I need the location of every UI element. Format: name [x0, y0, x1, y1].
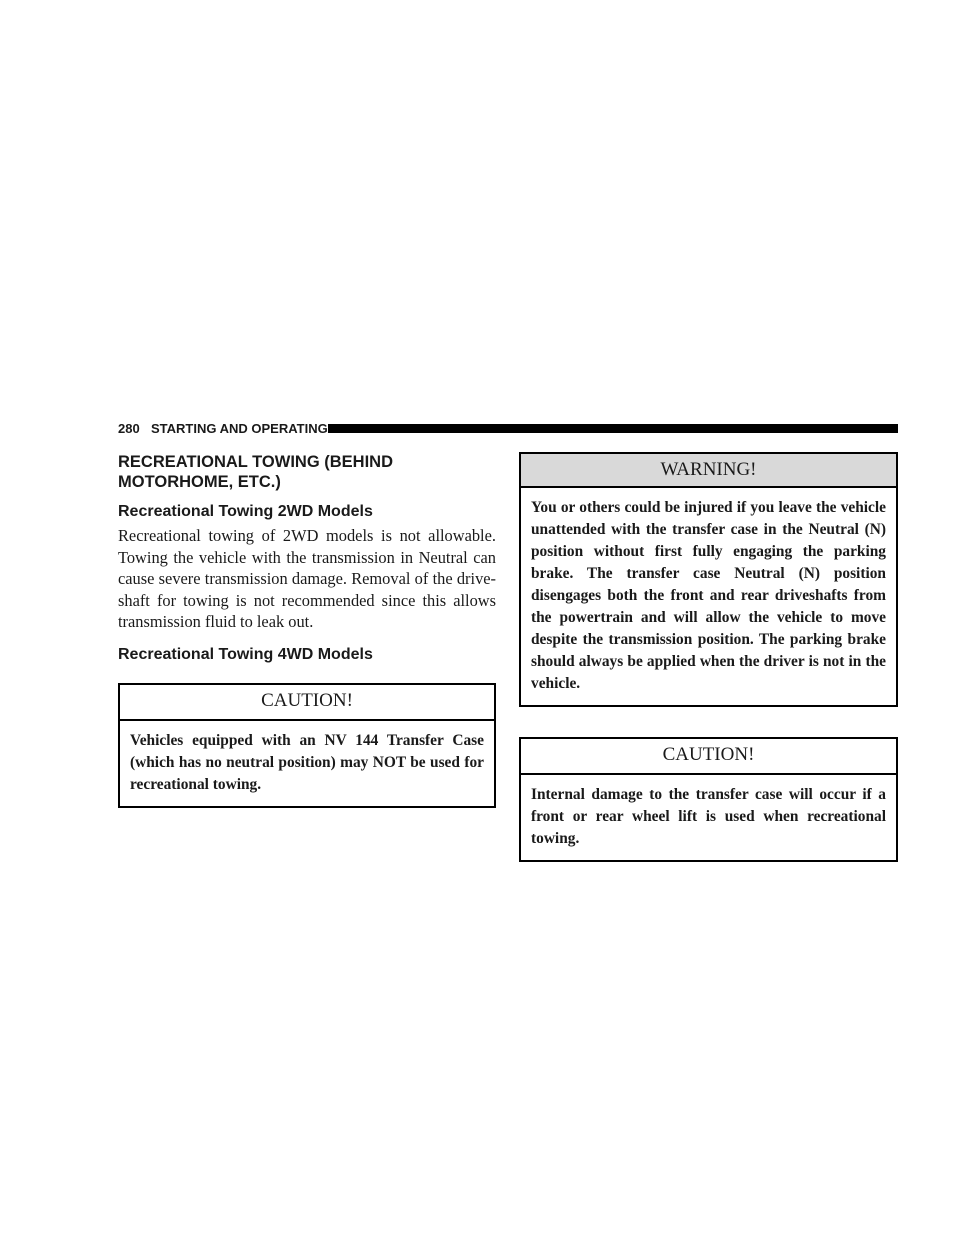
warning-title: WARNING! [521, 454, 896, 488]
section-title: STARTING AND OPERATING [151, 421, 328, 436]
warning-box [519, 452, 898, 707]
warning-body: You or others could be injured if you leave the vehicle unattended with the transfer case in the Neutral (N) position without first fully engaging the parking brake. The transfer case Neutral (N) position disengages both the front and rear driveshafts from the powertrain and will allow the vehicle to move despite the transmission position. The parking brake should always be applied when the driver is not in the vehicle. [531, 499, 886, 692]
main-heading: RECREATIONAL TOWING (BEHIND MOTORHOME, ETC.) [118, 453, 393, 491]
header-rule [328, 424, 898, 433]
caution-box-4wd [118, 683, 496, 808]
paragraph-2wd: Recreational towing of 2WD models is not allowable. Towing the vehicle with the transmission in Neutral can cause severe transmission damage. Removal of the drive-shaft for towing is not recommended since this allows transmission fluid to leak out. [118, 526, 496, 632]
right-column [519, 452, 898, 862]
caution-box-transfer-case [519, 737, 898, 862]
caution-body: Internal damage to the transfer case will occur if a front or rear wheel lift is used when recreational towing. [531, 786, 886, 847]
page-number: 280 [118, 421, 140, 436]
caution-title: CAUTION! [521, 739, 896, 775]
caution-title: CAUTION! [120, 685, 494, 721]
caution-body: Vehicles equipped with an NV 144 Transfer Case (which has no neutral position) may NOT be used for recreational towing. [130, 731, 484, 793]
left-column [118, 452, 496, 808]
sub-heading-4wd: Recreational Towing 4WD Models [118, 645, 373, 663]
page-header [118, 420, 898, 438]
sub-heading-2wd: Recreational Towing 2WD Models [118, 503, 373, 520]
